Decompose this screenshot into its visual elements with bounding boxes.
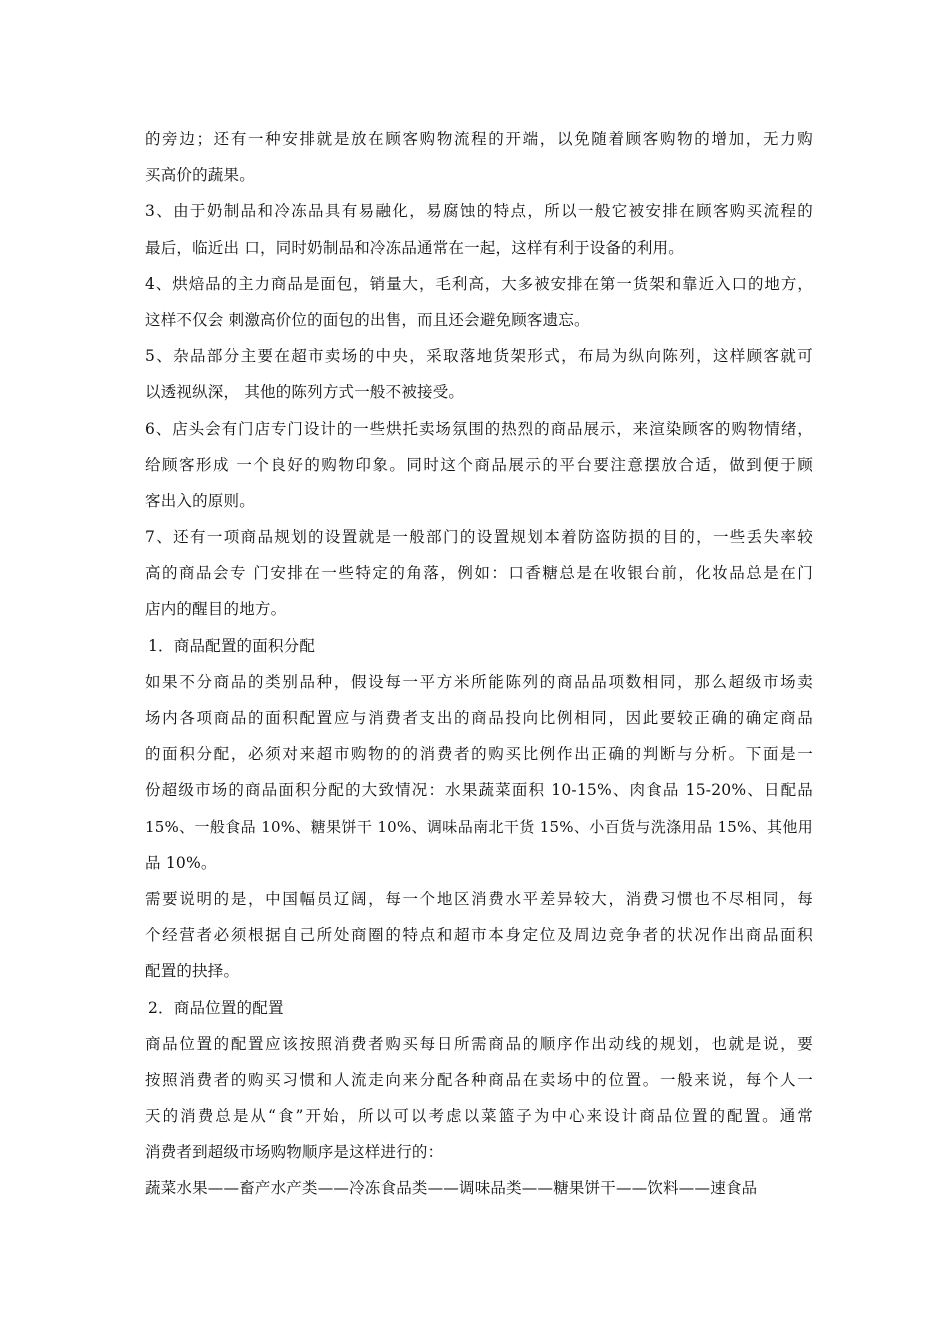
paragraph-line: 给顾客形成 一个良好的购物印象。同时这个商品展示的平台要注意摆放合适，做到便于顾 [145,455,813,474]
paragraph-line: 7、还有一项商品规划的设置就是一般部门的设置规划本着防盗防损的目的，一些丢失率较 [145,528,813,547]
paragraph-line: 需要说明的是，中国幅员辽阔，每一个地区消费水平差异较大，消费习惯也不尽相同，每 [145,889,813,908]
paragraph-line: 最后，临近出 口，同时奶制品和冷冻品通常在一起，这样有利于设备的利用。 [145,238,684,257]
paragraph-line: 品 10%。 [145,853,217,872]
document-body [145,121,813,1207]
paragraph-line: 6、店头会有门店专门设计的一些烘托卖场氛围的热烈的商品展示，来渲染顾客的购物情绪， [145,419,813,438]
paragraph-line: 份超级市场的商品面积分配的大致情况：水果蔬菜面积 10-15%、肉食品 15-20%、日配品 [145,781,813,800]
paragraph-line: 的面积分配，必须对来超市购物的的消费者的购买比例作出正确的判断与分析。下面是一 [145,745,813,764]
paragraph-line: 4、烘焙品的主力商品是面包，销量大，毛利高，大多被安排在第一货架和靠近入口的地方， [145,274,813,293]
section-heading: 1．商品配置的面积分配 [148,636,316,655]
paragraph-line: 消费者到超级市场购物顺序是这样进行的： [145,1143,444,1162]
paragraph-line: 店内的醒目的地方。 [145,600,287,619]
paragraph-line: 场内各项商品的面积配置应与消费者支出的商品投向比例相同，因此要较正确的确定商品 [145,709,813,727]
paragraph-line: 如果不分商品的类别品种，假设每一平方米所能陈列的商品品项数相同，那么超级市场卖 [145,672,813,691]
paragraph-line: 5、杂品部分主要在超市卖场的中央，采取落地货架形式，布局为纵向陈列，这样顾客就可 [145,347,813,366]
paragraph-line: 15%、一般食品 10%、糖果饼干 10%、调味品南北干货 15%、小百货与洗涤用品 15%、其他用 [145,817,813,836]
paragraph-line: 个经营者必须根据自己所处商圈的特点和超市本身定位及周边竞争者的状况作出商品面积 [145,926,813,945]
paragraph-line: 这样不仅会 刺激高价位的面包的出售，而且还会避免顾客遗忘。 [145,310,590,329]
paragraph-line: 按照消费者的购买习惯和人流走向来分配各种商品在卖场中的位置。一般来说，每个人一 [145,1070,813,1089]
paragraph-line: 客出入的原则。 [145,491,255,510]
paragraph-line: 高的商品会专 门安排在一些特定的角落，例如：口香糖总是在收银台前，化妆品总是在门 [145,564,813,583]
paragraph-line: 天的消费总是从“食”开始，所以可以考虑以菜篮子为中心来设计商品位置的配置。通常 [145,1107,813,1126]
paragraph-line: 蔬菜水果——畜产水产类——冷冻食品类——调味品类——糖果饼干——饮料——速食品 [145,1179,758,1198]
paragraph-line: 商品位置的配置应该按照消费者购买每日所需商品的顺序作出动线的规划，也就是说，要 [145,1034,813,1053]
paragraph-line: 买高价的蔬果。 [145,166,255,185]
paragraph-line: 3、由于奶制品和冷冻品具有易融化，易腐蚀的特点，所以一般它被安排在顾客购买流程的 [145,202,813,221]
paragraph-line: 以透视纵深， 其他的陈列方式一般不被接受。 [145,383,465,402]
paragraph-line: 的旁边；还有一种安排就是放在顾客购物流程的开端，以免随着顾客购物的增加，无力购 [145,130,813,148]
paragraph-line: 配置的抉择。 [145,962,240,981]
section-heading: 2．商品位置的配置 [148,998,284,1017]
